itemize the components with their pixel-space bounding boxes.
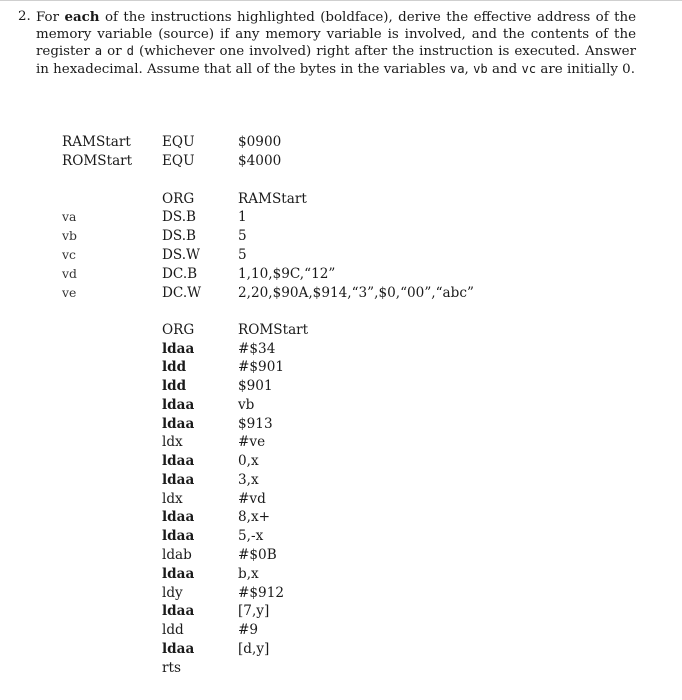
code-operand: 2,20,$90A,$914,“3”,$0,“00”,“abc” [238, 285, 474, 301]
instruction-operand: 0,x [238, 453, 259, 469]
code-directive: EQU [162, 134, 195, 150]
instruction-operand: #vd [238, 491, 266, 507]
instruction-operand: 8,x+ [238, 509, 271, 525]
problem-text: or [102, 44, 127, 60]
data-row [62, 247, 622, 266]
instruction-mnemonic: ldaa [162, 528, 195, 544]
problem-text: and [487, 61, 522, 77]
instruction-mnemonic: ldd [162, 378, 187, 394]
problem-text: (whichever one involved) right after the instruction is executed. Answer in hexadecimal. Assume that all of the bytes in the variables [36, 44, 636, 77]
instruction-mnemonic: ldaa [162, 509, 195, 525]
code-operand: 5 [238, 228, 247, 244]
data-row [62, 209, 622, 228]
variable-vc: vc [521, 61, 537, 76]
code-label: vc [62, 247, 76, 262]
problem-statement [18, 9, 636, 78]
instruction-row [62, 434, 622, 453]
code-directive: DS.B [162, 209, 197, 225]
problem-text: are initially 0. [536, 61, 635, 77]
instruction-operand: 5,-x [238, 528, 264, 544]
instruction-row [62, 397, 622, 416]
code-operand: 1 [238, 209, 247, 225]
code-directive: DC.B [162, 266, 198, 282]
instruction-operand: $913 [238, 416, 273, 432]
data-row [62, 266, 622, 285]
instruction-mnemonic: ldaa [162, 641, 195, 657]
code-label: ve [62, 285, 77, 300]
equ-row [62, 134, 622, 153]
instruction-row [62, 660, 622, 679]
instruction-mnemonic: ldd [162, 622, 184, 638]
instruction-mnemonic: ldaa [162, 472, 195, 488]
code-label: vb [62, 228, 77, 243]
code-directive: DC.W [162, 285, 202, 301]
instruction-mnemonic: ldaa [162, 603, 195, 619]
instruction-operand: #$912 [238, 585, 284, 601]
instruction-mnemonic: ldd [162, 359, 187, 375]
instruction-mnemonic: ldx [162, 491, 183, 507]
code-directive: EQU [162, 153, 195, 169]
register-a: a [94, 44, 103, 59]
code-operand: 1,10,$9C,“12” [238, 266, 336, 282]
instruction-operand: $901 [238, 378, 273, 394]
instruction-row [62, 603, 622, 622]
instruction-mnemonic: ldaa [162, 397, 195, 413]
data-row [62, 228, 622, 247]
instruction-operand: vb [238, 397, 255, 413]
instruction-row [62, 416, 622, 435]
instruction-row [62, 585, 622, 604]
instruction-row [62, 641, 622, 660]
code-label: RAMStart [62, 134, 131, 150]
instruction-row [62, 509, 622, 528]
instruction-mnemonic: ORG [162, 322, 195, 338]
register-d: d [126, 44, 134, 59]
instruction-row [62, 547, 622, 566]
code-directive: ORG [162, 191, 195, 207]
instruction-mnemonic: rts [162, 660, 181, 676]
instruction-row [62, 491, 622, 510]
instruction-row [62, 359, 622, 378]
problem-number: 2. [18, 9, 31, 24]
instruction-row [62, 528, 622, 547]
data-row [62, 191, 622, 210]
instruction-row [62, 622, 622, 641]
code-label: va [62, 209, 77, 224]
instruction-mnemonic: ldaa [162, 416, 195, 432]
instruction-row [62, 378, 622, 397]
instruction-operand: #9 [238, 622, 259, 638]
instruction-operand: 3,x [238, 472, 259, 488]
problem-text: of the instructions highlighted (boldface), derive the effective address of the memory variable (source) if any memory variable is involved, and the contents of the register [36, 10, 636, 60]
instruction-operand: #$901 [238, 359, 284, 375]
instruction-operand: #$34 [238, 341, 276, 357]
instruction-row [62, 453, 622, 472]
instruction-row [62, 472, 622, 491]
instruction-mnemonic: ldy [162, 585, 183, 601]
top-divider [0, 0, 682, 1]
variable-vb: vb [473, 61, 488, 76]
code-operand: RAMStart [238, 191, 307, 207]
instruction-mnemonic: ldaa [162, 453, 195, 469]
instruction-mnemonic: ldab [162, 547, 192, 563]
code-operand: $0900 [238, 134, 282, 150]
code-directive: DS.W [162, 247, 201, 263]
data-row [62, 285, 622, 304]
problem-emphasis: each [64, 9, 100, 25]
instruction-row [62, 566, 622, 585]
problem-text: , [464, 61, 474, 77]
instruction-row [62, 322, 622, 341]
variable-va: va [449, 61, 465, 76]
problem-text: For [36, 10, 65, 25]
code-operand: 5 [238, 247, 247, 263]
instruction-mnemonic: ldaa [162, 566, 195, 582]
instruction-row [62, 341, 622, 360]
code-label: vd [62, 266, 77, 281]
code-label: ROMStart [62, 153, 133, 169]
instruction-mnemonic: ldaa [162, 341, 195, 357]
instruction-operand: [d,y] [238, 641, 270, 657]
instruction-operand: [7,y] [238, 603, 270, 619]
code-directive: DS.B [162, 228, 197, 244]
code-operand: $4000 [238, 153, 282, 169]
instruction-operand: #$0B [238, 547, 277, 563]
instruction-mnemonic: ldx [162, 434, 183, 450]
equ-row [62, 153, 622, 172]
instruction-operand: b,x [238, 566, 259, 582]
instruction-operand: #ve [238, 434, 266, 450]
instruction-operand: ROMStart [238, 322, 309, 338]
